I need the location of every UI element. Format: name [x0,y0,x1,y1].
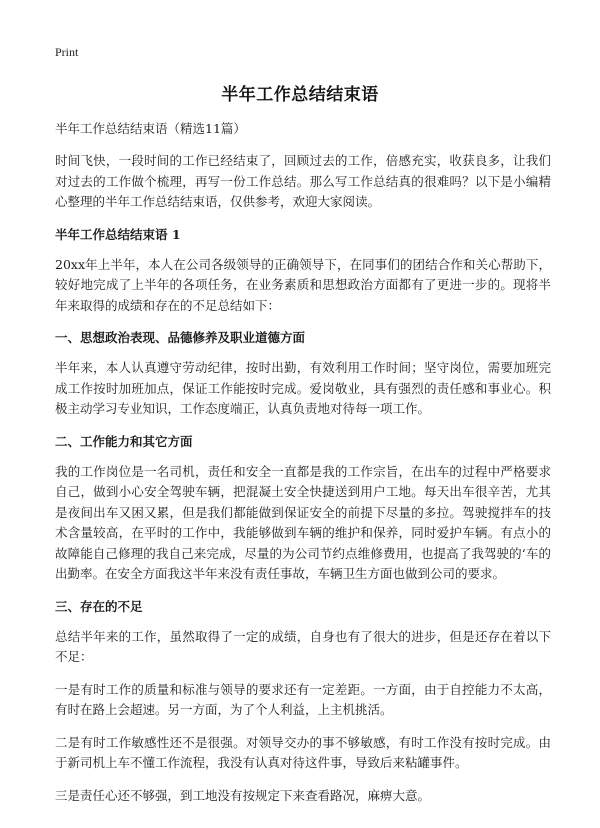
shortcoming-item-3: 三是责任心还不够强，到工地没有按规定下来查看路况，麻痹大意。 [55,787,431,803]
shortcoming-item-1: 一是有时工作的质量和标准与领导的要求还有一定差距。一方面，由于自控能力不太高，有时在路上会超速。另一方面，为了个人利益，上主机挑活。 [55,681,551,717]
section-title: 半年工作总结结束语 1 [55,226,181,242]
print-label: Print [55,45,79,59]
part1-heading: 一、思想政治表现、品德修养及职业道德方面 [55,330,306,345]
section-intro-paragraph: 20xx年上半年，本人在公司各级领导的正确领导下，在同事们的团结合作和关心帮助下，较好地完成了上半年的各项任务，在业务素质和思想政治方面都有了更进一步的。现将半年来取得的成绩和存在的不足总结如下： [55,256,551,313]
part1-paragraph: 半年来，本人认真遵守劳动纪律，按时出勤，有效利用工作时间；坚守岗位，需要加班完成工作按时加班加点，保证工作能按时完成。爱岗敬业，具有强烈的责任感和事业心。积极主动学习专业知识，工作态度端正，认真负责地对待每一项工作。 [55,360,551,416]
part3-intro-paragraph: 总结半年来的工作，虽然取得了一定的成绩，自身也有了很大的进步，但是还存在着以下不足： [55,628,551,664]
part3-heading: 三、存在的不足 [55,598,143,614]
document-subtitle: 半年工作总结结束语（精选11篇） [55,121,246,136]
part2-heading: 二、工作能力和其它方面 [55,433,193,449]
intro-paragraph: 时间飞快，一段时间的工作已经结束了，回顾过去的工作，倍感充实，收获良多，让我们对过去的工作做个梳理，再写一份工作总结。那么写工作总结真的很难吗？以下是小编精心整理的半年工作总结结束语，仅供参考，欢迎大家阅读。 [55,153,551,209]
document-title: 半年工作总结结束语 [221,85,379,105]
shortcoming-item-2: 二是有时工作敏感性还不是很强。对领导交办的事不够敏感，有时工作没有按时完成。由于新司机上车不懂工作流程，我没有认真对待这件事，导致后来粘罐事件。 [55,734,551,770]
part2-paragraph: 我的工作岗位是一名司机，责任和安全一直都是我的工作宗旨，在出车的过程中严格要求自己，做到小心安全驾驶车辆，把混凝土安全快捷送到用户工地。每天出车很辛苦，尤其是夜间出车又困又累，但是我们都能做到保证安全的前提下尽量的多拉。驾驶搅拌车的技术含量较高，在平时的工作中，我能够做到车辆的维护和保养，同时爱护车辆。有点小的故障能自己修理的我自己来完成，尽量的为公司节约点维修费用，也提高了我驾驶的‘车的出勤率。在安全方面我这半年来没有责任事故，车辆卫生方面也做到公司的要求。 [55,463,551,581]
document-body [55,119,551,818]
